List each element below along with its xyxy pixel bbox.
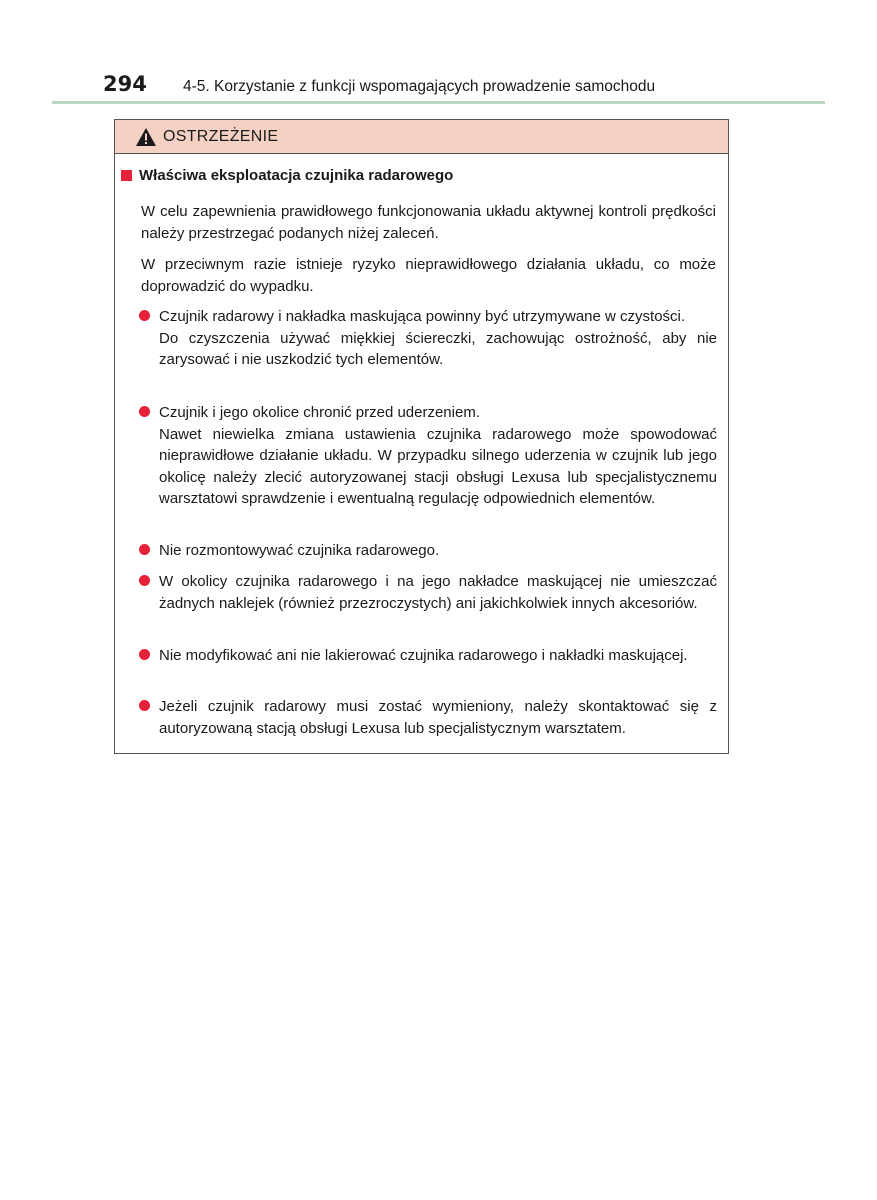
warning-header — [115, 120, 728, 154]
bullet-dot-icon — [139, 310, 150, 321]
bullet-text-continued: Do czyszczenia używać miękkiej ściereczki, zachowując ostrożność, aby nie zarysować i nie uszkodzić tych elementów. — [159, 329, 717, 368]
bullet-text: Jeżeli czujnik radarowy musi zostać wymieniony, należy skontaktować się z autoryzowaną stacją obsługi Lexusa lub specjalistycznym warsztatem. — [159, 698, 717, 737]
paragraph-1: W celu zapewnienia prawidłowego funkcjonowania układu aktywnej kontroli prędkości należy przestrzegać podanych niżej zaleceń. — [141, 203, 716, 242]
warning-triangle-icon — [135, 127, 157, 147]
warning-title: OSTRZEŻENIE — [163, 127, 279, 145]
bullet-text: W okolicy czujnika radarowego i na jego nakładce maskującej nie umieszczać żadnych naklejek (również przezroczystych) ani jakichkolwiek innych akcesoriów. — [159, 573, 717, 612]
bullet-dot-icon — [139, 575, 150, 586]
list-item — [139, 571, 717, 614]
bullet-text: Nie modyfikować ani nie lakierować czujnika radarowego i nakładki maskującej. — [159, 647, 688, 664]
list-item — [139, 306, 717, 371]
square-bullet-icon — [121, 170, 132, 181]
bullet-dot-icon — [139, 544, 150, 555]
list-item — [139, 540, 717, 562]
bullet-text: Czujnik i jego okolice chronić przed uderzeniem. — [159, 404, 480, 421]
page-number: 294 — [103, 72, 147, 96]
warning-subheading — [121, 167, 453, 184]
warning-box — [114, 119, 729, 754]
bullet-dot-icon — [139, 649, 150, 660]
section-title: 4-5. Korzystanie z funkcji wspomagających prowadzenie samochodu — [183, 78, 656, 95]
bullet-dot-icon — [139, 406, 150, 417]
header-rule — [52, 101, 825, 104]
list-item — [139, 696, 717, 739]
bullet-dot-icon — [139, 700, 150, 711]
bullet-text: Nie rozmontowywać czujnika radarowego. — [159, 542, 440, 559]
subheading-text: Właściwa eksploatacja czujnika radarowego — [139, 167, 454, 184]
paragraph-2: W przeciwnym razie istnieje ryzyko nieprawidłowego działania układu, co może doprowadzić do wypadku. — [141, 256, 716, 295]
bullet-text: Czujnik radarowy i nakładka maskująca powinny być utrzymywane w czystości. — [159, 308, 686, 325]
list-item — [139, 402, 717, 510]
bullet-text-continued: Nawet niewielka zmiana ustawienia czujnika radarowego może spowodować nieprawidłowe działanie układu. W przypadku silnego uderzenia w czujnik lub jego okolicę należy zlecić autoryzowanej stacji obsługi Lexusa lub specjalistycznemu warsztatowi sprawdzenie i ewentualną regulację odpowiednich elementów. — [159, 425, 717, 507]
list-item — [139, 645, 717, 667]
